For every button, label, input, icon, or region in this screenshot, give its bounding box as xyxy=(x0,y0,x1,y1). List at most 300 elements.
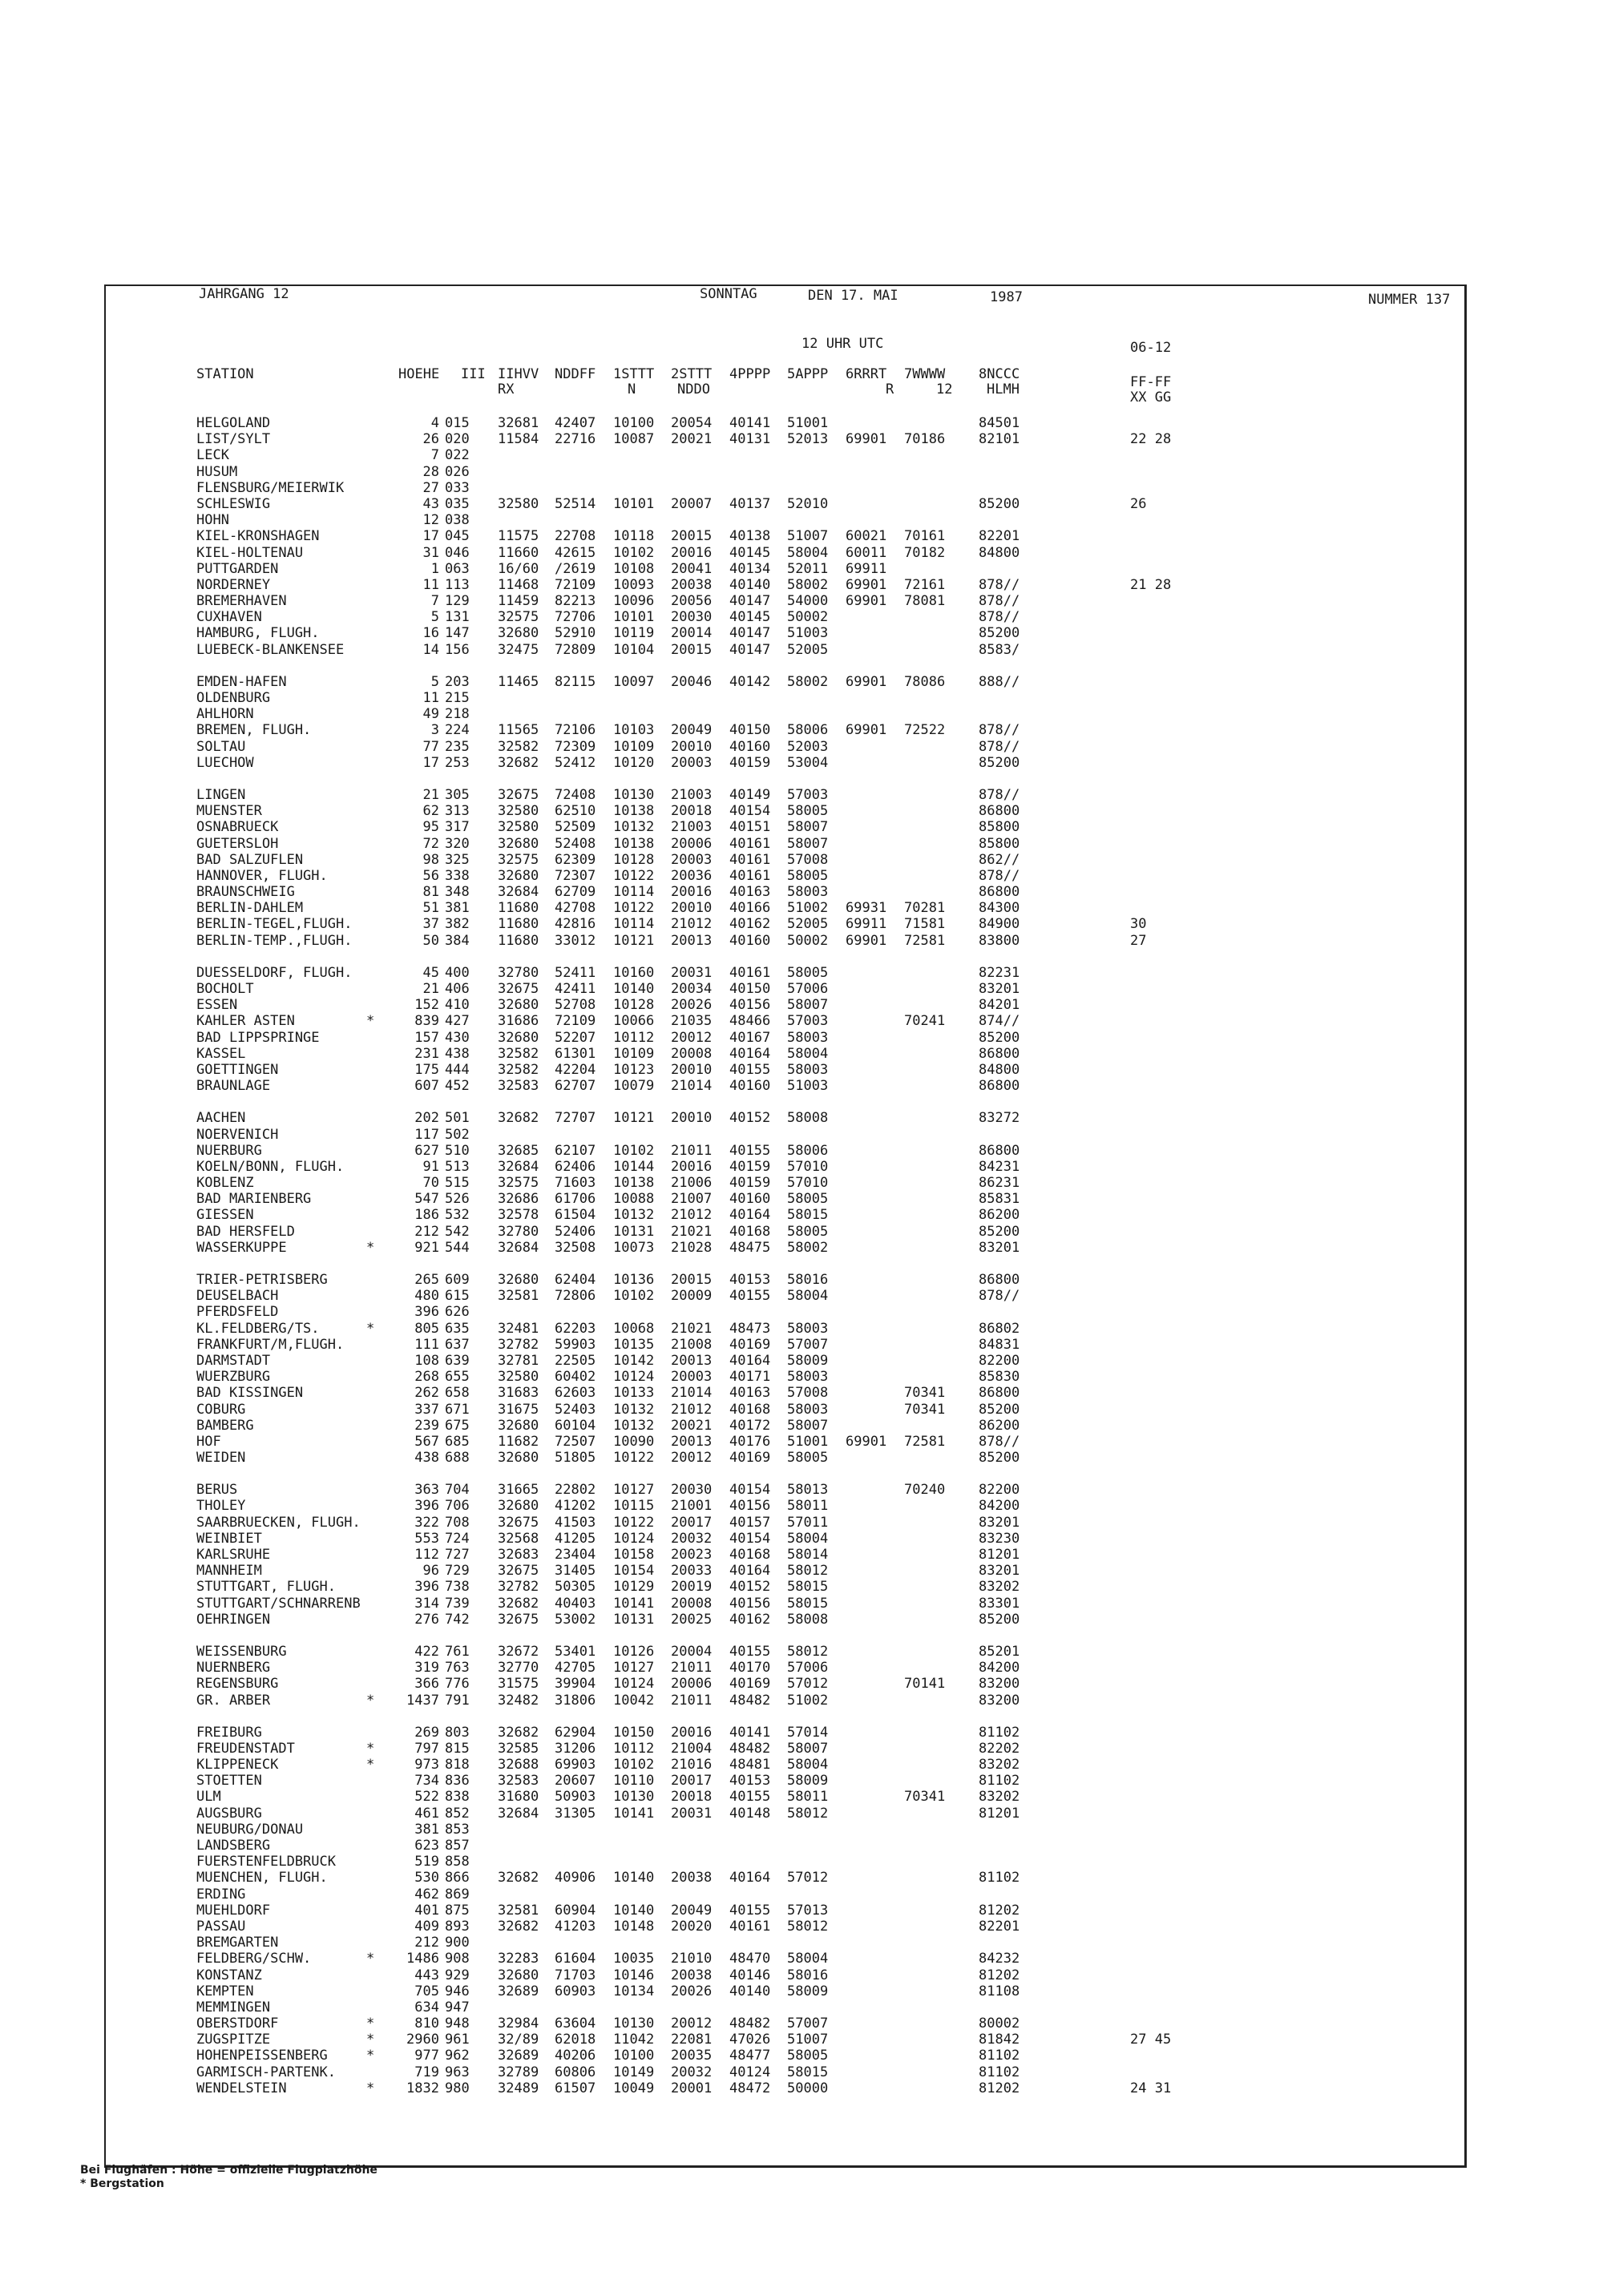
synop-group: 57003 xyxy=(787,786,829,803)
synop-group: 40145 xyxy=(729,609,771,626)
synop-group: 83202 xyxy=(979,1789,1020,1806)
synop-group: 85800 xyxy=(979,819,1020,836)
synop-group: 878// xyxy=(979,1288,1020,1305)
synop-group: 84800 xyxy=(979,1061,1020,1078)
synop-group: 40141 xyxy=(729,1724,771,1741)
synop-group: 10097 xyxy=(613,673,655,690)
synop-group: 10042 xyxy=(613,1692,655,1709)
synop-group: 40164 xyxy=(729,1045,771,1062)
station-name: FELDBERG/SCHW. xyxy=(196,1951,312,1967)
synop-group: 58004 xyxy=(787,1045,829,1062)
station-height: 839 xyxy=(414,1013,439,1030)
synop-group: 32580 xyxy=(498,803,539,820)
synop-group: 48482 xyxy=(729,1692,771,1709)
synop-group: 40138 xyxy=(729,528,771,545)
synop-group: 10133 xyxy=(613,1385,655,1402)
synop-group: 86800 xyxy=(979,803,1020,820)
table-row xyxy=(196,674,1238,690)
table-row xyxy=(196,1207,1238,1223)
table-row xyxy=(196,933,1238,949)
synop-group: 10114 xyxy=(613,884,655,901)
synop-group: 72706 xyxy=(555,609,596,626)
synop-group: 10088 xyxy=(613,1191,655,1208)
station-name: FUERSTENFELDBRUCK xyxy=(196,1854,336,1870)
synop-group: 40152 xyxy=(729,1110,771,1127)
table-row xyxy=(196,2064,1238,2080)
synop-group: 20046 xyxy=(671,673,713,690)
synop-group: 20021 xyxy=(671,431,713,448)
synop-group: 70281 xyxy=(904,900,946,917)
synop-group: 10100 xyxy=(613,415,655,431)
table-row xyxy=(196,1353,1238,1369)
station-index: 544 xyxy=(445,1239,470,1256)
synop-group: 40159 xyxy=(729,1158,771,1175)
synop-group: 20032 xyxy=(671,1530,713,1547)
synop-group: 10127 xyxy=(613,1660,655,1677)
table-row xyxy=(196,1030,1238,1046)
station-height: 14 xyxy=(422,641,439,658)
table-row xyxy=(196,1304,1238,1320)
synop-group: 40155 xyxy=(729,1643,771,1660)
station-index: 501 xyxy=(445,1110,470,1127)
synop-group: 10068 xyxy=(613,1320,655,1337)
synop-group: 83200 xyxy=(979,1692,1020,1709)
synop-group: 62203 xyxy=(555,1320,596,1337)
table-row xyxy=(196,609,1238,625)
station-index: 015 xyxy=(445,415,470,431)
station-index: 384 xyxy=(445,932,470,949)
synop-group: 80002 xyxy=(979,2016,1020,2032)
station-index: 317 xyxy=(445,819,470,836)
synop-group: 72109 xyxy=(555,1013,596,1030)
synop-group: 11660 xyxy=(498,544,539,561)
station-index: 320 xyxy=(445,835,470,852)
station-height: 547 xyxy=(414,1191,439,1208)
synop-group: 40164 xyxy=(729,1870,771,1886)
table-row xyxy=(196,1434,1238,1450)
station-height: 1832 xyxy=(406,2080,439,2096)
synop-group: 21003 xyxy=(671,786,713,803)
synop-group: 40159 xyxy=(729,754,771,771)
synop-group: 60402 xyxy=(555,1369,596,1386)
table-row xyxy=(196,1159,1238,1175)
synop-group: 20003 xyxy=(671,754,713,771)
synop-group: 10141 xyxy=(613,1595,655,1612)
table-row xyxy=(196,900,1238,916)
synop-group: 10087 xyxy=(613,431,655,448)
synop-group: 20016 xyxy=(671,884,713,901)
synop-group: 11584 xyxy=(498,431,539,448)
synop-group: 21011 xyxy=(671,1660,713,1677)
synop-group: 10128 xyxy=(613,851,655,868)
synop-group: 10112 xyxy=(613,1029,655,1046)
synop-group: 20012 xyxy=(671,1029,713,1046)
station-name: MEMMINGEN xyxy=(196,1999,271,2016)
synop-group: 22505 xyxy=(555,1352,596,1369)
synop-group: 40164 xyxy=(729,1563,771,1580)
synop-group: 58005 xyxy=(787,964,829,981)
table-row xyxy=(196,1531,1238,1547)
synop-group: 62406 xyxy=(555,1158,596,1175)
synop-group: 32585 xyxy=(498,1740,539,1757)
synop-group: 58009 xyxy=(787,1352,829,1369)
synop-group: 10138 xyxy=(613,835,655,852)
synop-group: 40149 xyxy=(729,786,771,803)
col-7wwww: 7WWWW 12 xyxy=(904,366,953,397)
synop-group: 40145 xyxy=(729,544,771,561)
synop-group: 58003 xyxy=(787,1061,829,1078)
synop-group: 85201 xyxy=(979,1643,1020,1660)
station-index: 838 xyxy=(445,1789,470,1806)
synop-group: 84200 xyxy=(979,1498,1020,1515)
table-row xyxy=(196,1999,1238,2016)
synop-group: 52509 xyxy=(555,819,596,836)
synop-group: 58007 xyxy=(787,1740,829,1757)
synop-group: 21011 xyxy=(671,1142,713,1159)
station-index: 348 xyxy=(445,884,470,901)
synop-group: 888// xyxy=(979,673,1020,690)
synop-group: 58005 xyxy=(787,1223,829,1240)
station-height: 396 xyxy=(414,1498,439,1515)
station-index: 761 xyxy=(445,1643,470,1660)
station-name: DUESSELDORF, FLUGH. xyxy=(196,964,353,981)
synop-group: 10154 xyxy=(613,1563,655,1580)
synop-group: 57014 xyxy=(787,1724,829,1741)
synop-group: 40163 xyxy=(729,884,771,901)
synop-group: 57010 xyxy=(787,1175,829,1192)
synop-group: 10101 xyxy=(613,609,655,626)
table-row xyxy=(196,480,1238,496)
synop-group: 84201 xyxy=(979,997,1020,1014)
station-name: BAD SALZUFLEN xyxy=(196,851,304,868)
station-height: 91 xyxy=(422,1158,439,1175)
station-height: 202 xyxy=(414,1110,439,1127)
synop-group: 41202 xyxy=(555,1498,596,1515)
table-row xyxy=(196,1385,1238,1401)
synop-group: 40124 xyxy=(729,2064,771,2080)
mountain-station-marker: * xyxy=(366,1757,375,1773)
station-name: AHLHORN xyxy=(196,706,254,723)
synop-group: 31806 xyxy=(555,1692,596,1709)
station-index: 635 xyxy=(445,1320,470,1337)
table-row xyxy=(196,1046,1238,1062)
synop-group: 58015 xyxy=(787,1579,829,1596)
station-index: 869 xyxy=(445,1886,470,1903)
wind-gust: 24 31 xyxy=(1130,2080,1172,2096)
synop-group: 83230 xyxy=(979,1530,1020,1547)
station-name: GUETERSLOH xyxy=(196,835,279,852)
synop-group: 58008 xyxy=(787,1110,829,1127)
station-height: 95 xyxy=(422,819,439,836)
station-index: 510 xyxy=(445,1142,470,1159)
synop-group: 82115 xyxy=(555,673,596,690)
station-index: 218 xyxy=(445,706,470,723)
station-index: 020 xyxy=(445,431,470,448)
station-name: MUENCHEN, FLUGH. xyxy=(196,1870,328,1886)
synop-group: 32568 xyxy=(498,1530,539,1547)
synop-group: 32682 xyxy=(498,1918,539,1935)
synop-group: 62018 xyxy=(555,2032,596,2048)
synop-group: 20015 xyxy=(671,1272,713,1288)
station-height: 265 xyxy=(414,1272,439,1288)
station-name: BAD KISSINGEN xyxy=(196,1385,304,1402)
synop-group: 10104 xyxy=(613,641,655,658)
synop-group: 21010 xyxy=(671,1951,713,1967)
footnote-mountain: * Bergstation xyxy=(80,2177,164,2190)
synop-group: 10138 xyxy=(613,803,655,820)
synop-group: 32686 xyxy=(498,1191,539,1208)
synop-group: 42708 xyxy=(555,900,596,917)
synop-group: /2619 xyxy=(555,560,596,577)
synop-group: 20038 xyxy=(671,1870,713,1886)
col-8nccc: 8NCCC HLMH xyxy=(979,366,1020,397)
station-index: 948 xyxy=(445,2016,470,2032)
synop-group: 58011 xyxy=(787,1789,829,1806)
table-row xyxy=(196,1321,1238,1337)
synop-group: 70161 xyxy=(904,528,946,545)
synop-group: 40154 xyxy=(729,1530,771,1547)
synop-group: 69911 xyxy=(846,560,887,577)
station-index: 235 xyxy=(445,738,470,755)
synop-group: 69903 xyxy=(555,1757,596,1773)
station-index: 742 xyxy=(445,1611,470,1628)
synop-group: 21014 xyxy=(671,1385,713,1402)
station-index: 708 xyxy=(445,1514,470,1531)
synop-group: 57012 xyxy=(787,1870,829,1886)
station-height: 634 xyxy=(414,1999,439,2016)
synop-group: 52005 xyxy=(787,641,829,658)
table-row xyxy=(196,1757,1238,1773)
station-height: 12 xyxy=(422,512,439,529)
synop-group: 32789 xyxy=(498,2064,539,2080)
synop-group: 10132 xyxy=(613,1417,655,1434)
synop-group: 32675 xyxy=(498,1514,539,1531)
station-height: 396 xyxy=(414,1579,439,1596)
synop-group: 81201 xyxy=(979,1805,1020,1822)
station-index: 513 xyxy=(445,1158,470,1175)
synop-group: 70241 xyxy=(904,1013,946,1030)
synop-group: 20049 xyxy=(671,1902,713,1919)
period-label: 06-12 xyxy=(1130,340,1172,356)
station-height: 70 xyxy=(422,1175,439,1192)
synop-group: 20026 xyxy=(671,1983,713,1999)
station-index: 875 xyxy=(445,1902,470,1919)
synop-group: 58014 xyxy=(787,1547,829,1563)
synop-group: 57007 xyxy=(787,2016,829,2032)
table-row xyxy=(196,755,1238,771)
station-name: BAMBERG xyxy=(196,1417,254,1434)
station-height: 1437 xyxy=(406,1692,439,1709)
synop-group: 60903 xyxy=(555,1983,596,1999)
synop-group: 70186 xyxy=(904,431,946,448)
synop-group: 86800 xyxy=(979,1272,1020,1288)
station-height: 231 xyxy=(414,1045,439,1062)
synop-group: 85200 xyxy=(979,1611,1020,1628)
synop-group: 58004 xyxy=(787,1530,829,1547)
synop-group: 86802 xyxy=(979,1320,1020,1337)
station-name: HAMBURG, FLUGH. xyxy=(196,625,320,642)
synop-group: 42407 xyxy=(555,415,596,431)
synop-group: 52708 xyxy=(555,997,596,1014)
station-index: 131 xyxy=(445,609,470,626)
station-index: 739 xyxy=(445,1595,470,1612)
synop-group: 10102 xyxy=(613,1288,655,1305)
table-row xyxy=(196,1725,1238,1741)
synop-group: 40160 xyxy=(729,1191,771,1208)
synop-group: 31686 xyxy=(498,1013,539,1030)
synop-group: 83201 xyxy=(979,1239,1020,1256)
station-index: 532 xyxy=(445,1207,470,1224)
table-row xyxy=(196,803,1238,819)
synop-group: 61706 xyxy=(555,1191,596,1208)
synop-group: 20026 xyxy=(671,997,713,1014)
station-height: 1486 xyxy=(406,1951,439,1967)
table-row xyxy=(196,561,1238,577)
synop-group: 48481 xyxy=(729,1757,771,1773)
table-row xyxy=(196,1741,1238,1757)
station-index: 961 xyxy=(445,2032,470,2048)
synop-group: 10102 xyxy=(613,544,655,561)
station-height: 319 xyxy=(414,1660,439,1677)
station-height: 239 xyxy=(414,1417,439,1434)
synop-group: 40162 xyxy=(729,1611,771,1628)
synop-group: 10144 xyxy=(613,1158,655,1175)
station-index: 400 xyxy=(445,964,470,981)
synop-group: 83272 xyxy=(979,1110,1020,1127)
synop-group: 10141 xyxy=(613,1805,655,1822)
synop-group: 72809 xyxy=(555,641,596,658)
synop-group: 32/89 xyxy=(498,2032,539,2048)
station-index: 129 xyxy=(445,593,470,610)
synop-group: 58007 xyxy=(787,835,829,852)
synop-group: 84900 xyxy=(979,916,1020,933)
synop-group: 48473 xyxy=(729,1320,771,1337)
synop-group: 20015 xyxy=(671,641,713,658)
table-row xyxy=(196,1806,1238,1822)
synop-group: 31575 xyxy=(498,1676,539,1693)
synop-group: 62707 xyxy=(555,1078,596,1095)
station-height: 31 xyxy=(422,544,439,561)
synop-group: 70182 xyxy=(904,544,946,561)
station-height: 111 xyxy=(414,1336,439,1353)
synop-group: 85800 xyxy=(979,835,1020,852)
synop-group: 878// xyxy=(979,722,1020,739)
synop-group: 83202 xyxy=(979,1579,1020,1596)
table-row xyxy=(196,1110,1238,1126)
synop-group: 84232 xyxy=(979,1951,1020,1967)
station-name: BAD MARIENBERG xyxy=(196,1191,312,1208)
synop-group: 72707 xyxy=(555,1110,596,1127)
station-index: 671 xyxy=(445,1401,470,1418)
synop-group: 40154 xyxy=(729,803,771,820)
synop-group: 48470 xyxy=(729,1951,771,1967)
station-name: KOBLENZ xyxy=(196,1175,254,1192)
synop-group: 72806 xyxy=(555,1288,596,1305)
synop-group: 54000 xyxy=(787,593,829,610)
station-name: LIST/SYLT xyxy=(196,431,271,448)
table-row xyxy=(196,981,1238,997)
synop-group: 83201 xyxy=(979,1514,1020,1531)
date: DEN 17. MAI xyxy=(808,288,898,304)
station-height: 7 xyxy=(430,593,439,610)
synop-group: 61604 xyxy=(555,1951,596,1967)
synop-group: 40171 xyxy=(729,1369,771,1386)
station-name: KIEL-KRONSHAGEN xyxy=(196,528,320,545)
synop-group: 57008 xyxy=(787,1385,829,1402)
synop-group: 20041 xyxy=(671,560,713,577)
synop-group: 21035 xyxy=(671,1013,713,1030)
synop-group: 86200 xyxy=(979,1207,1020,1224)
synop-group: 83202 xyxy=(979,1757,1020,1773)
synop-group: 10124 xyxy=(613,1369,655,1386)
station-index: 515 xyxy=(445,1175,470,1192)
station-height: 262 xyxy=(414,1385,439,1402)
synop-group: 86800 xyxy=(979,1045,1020,1062)
station-name: BRAUNSCHWEIG xyxy=(196,884,295,901)
station-name: OSNABRUECK xyxy=(196,819,279,836)
station-height: 567 xyxy=(414,1433,439,1450)
synop-group: 51003 xyxy=(787,625,829,642)
station-index: 853 xyxy=(445,1821,470,1838)
synop-group: 40164 xyxy=(729,1207,771,1224)
synop-group: 20006 xyxy=(671,835,713,852)
table-row xyxy=(196,1660,1238,1676)
synop-group: 72106 xyxy=(555,722,596,739)
col-nddff: NDDFF xyxy=(555,366,596,382)
synop-group: 10073 xyxy=(613,1239,655,1256)
synop-group: 58005 xyxy=(787,2048,829,2064)
wind-gust: 27 45 xyxy=(1130,2032,1172,2048)
synop-group: 40156 xyxy=(729,1498,771,1515)
synop-group: 10140 xyxy=(613,1870,655,1886)
wind-gust: 26 xyxy=(1130,495,1147,512)
synop-group: 20017 xyxy=(671,1773,713,1790)
synop-group: 57006 xyxy=(787,1660,829,1677)
table-row xyxy=(196,884,1238,900)
col-2sttt: 2STTT NDDO xyxy=(671,366,713,397)
synop-group: 81102 xyxy=(979,2048,1020,2064)
station-index: 526 xyxy=(445,1191,470,1208)
synop-group: 58004 xyxy=(787,1288,829,1305)
synop-group: 20034 xyxy=(671,981,713,997)
synop-group: 70341 xyxy=(904,1401,946,1418)
synop-group: 40169 xyxy=(729,1450,771,1467)
year: 1987 xyxy=(990,289,1023,305)
station-name: ERDING xyxy=(196,1886,246,1903)
synop-group: 82231 xyxy=(979,964,1020,981)
synop-group: 11680 xyxy=(498,932,539,949)
table-row xyxy=(196,2048,1238,2064)
station-index: 033 xyxy=(445,479,470,496)
synop-group: 31665 xyxy=(498,1482,539,1499)
synop-group: 32780 xyxy=(498,964,539,981)
synop-group: 78081 xyxy=(904,593,946,610)
synop-group: 58015 xyxy=(787,1595,829,1612)
synop-group: 40134 xyxy=(729,560,771,577)
synop-group: 10108 xyxy=(613,560,655,577)
synop-group: 62709 xyxy=(555,884,596,901)
synop-group: 21028 xyxy=(671,1239,713,1256)
synop-group: 60011 xyxy=(846,544,887,561)
synop-group: 10136 xyxy=(613,1272,655,1288)
synop-group: 40155 xyxy=(729,1288,771,1305)
table-row xyxy=(196,1822,1238,1838)
synop-group: 40161 xyxy=(729,964,771,981)
station-height: 607 xyxy=(414,1078,439,1095)
synop-group: 58003 xyxy=(787,1320,829,1337)
synop-group: 40146 xyxy=(729,1967,771,1983)
synop-group: 84231 xyxy=(979,1158,1020,1175)
